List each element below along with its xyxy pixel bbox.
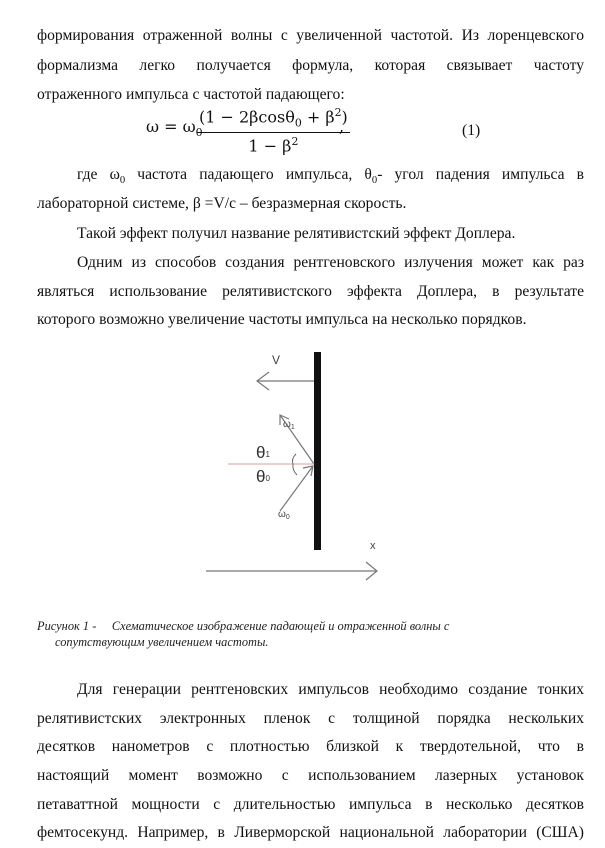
body-text-line: отраженного импульса с частотой падающего: xyxy=(37,86,345,103)
formula-numerator: $(1 - 2\beta\cos\theta_0 + \beta^2)$ xyxy=(199,106,348,130)
body-text-line: являться использование релятивистского эффекта Доплера, в результате xyxy=(37,283,584,300)
body-text-line: где $\omega_0$ частота падающего импульса, $\theta_0-$ угол падения импульса в xyxy=(77,166,584,187)
mirror-bar xyxy=(314,352,321,550)
figure-caption: Рисунок 1 - Схематическое изображение падающей и отраженной волны с xyxy=(37,619,450,633)
body-text-line: лабораторной системе, β =V/c – безразмерная скорость. xyxy=(37,195,407,212)
label-v: V xyxy=(272,353,281,367)
body-text-line: формирования отраженной волны с увеличенной частотой. Из лоренцевского xyxy=(37,27,584,44)
body-text-line: Одним из способов создания рентгеновского излучения может как раз xyxy=(77,254,584,271)
body-text-line: которого возможно увеличение частоты импульса на несколько порядков. xyxy=(37,311,527,328)
formula-lhs: $\omega = \omega_0$ xyxy=(146,117,203,140)
fraction-bar xyxy=(197,132,350,133)
body-text-line: фемтосекунд. Например, в Ливерморской национальной лаборатории (США) xyxy=(37,824,584,841)
body-text-line: релятивистских электронных пленок с толщиной порядка нескольких xyxy=(37,710,584,727)
angle-arc-theta0 xyxy=(293,464,297,475)
label-theta1: θ1 xyxy=(256,443,270,462)
label-theta0: θ0 xyxy=(256,467,270,486)
body-text-line: десятков нанометров с плотностью близкой к твердотельной, что в xyxy=(37,738,584,755)
equation-number: (1) xyxy=(462,122,481,139)
formula-fraction xyxy=(197,106,350,155)
formula-comma: , xyxy=(339,117,345,136)
label-omega1: $\omega_1$ xyxy=(283,419,295,431)
angle-arc-theta1 xyxy=(292,454,296,464)
body-text-line: формализма легко получается формула, которая связывает частоту xyxy=(37,57,584,74)
doppler-figure xyxy=(200,345,390,585)
label-x: x xyxy=(370,540,376,552)
figure-caption-cont: сопутствующим увеличением частоты. xyxy=(55,635,269,649)
label-omega0: $\omega_0$ xyxy=(278,509,290,521)
body-text-line: Такой эффект получил название релятивистский эффект Доплера. xyxy=(77,225,516,242)
incident-wave-arrow xyxy=(280,466,313,511)
body-text-line: Для генерации рентгеновских импульсов необходимо создание тонких xyxy=(77,681,584,698)
formula-denominator: $1 - \beta^2$ xyxy=(248,134,299,155)
body-text-line: петаваттной мощности с длительностью импульса в несколько десятков xyxy=(37,796,584,813)
body-text-line: настоящий момент возможно с использованием лазерных установок xyxy=(37,767,584,784)
